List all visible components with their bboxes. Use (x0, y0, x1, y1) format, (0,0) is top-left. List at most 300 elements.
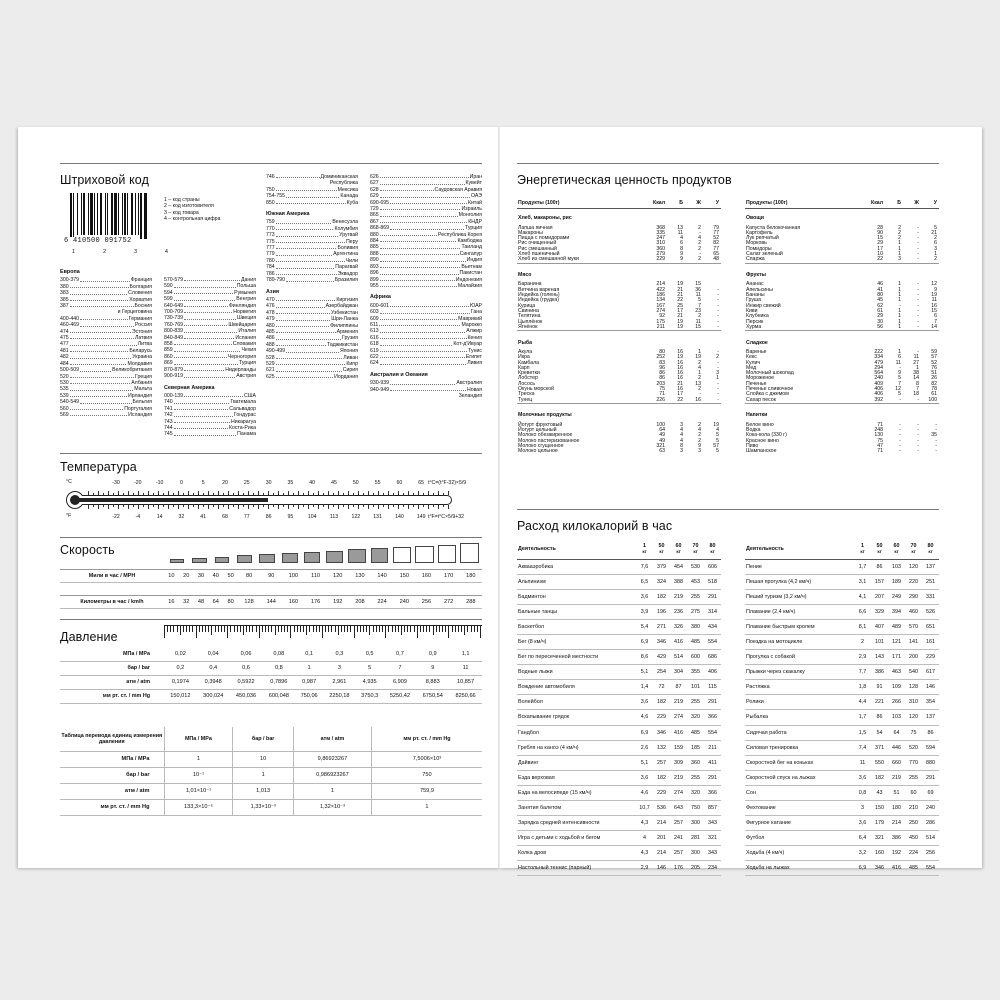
speed-bar (282, 553, 298, 563)
leader-dots (184, 309, 232, 313)
country-code: 779 (266, 251, 275, 258)
pressure-title: Давление (60, 630, 118, 644)
kcal-value: 463 (888, 665, 905, 680)
country-code: 840-849 (164, 334, 184, 341)
kcal-value: 526 (922, 604, 939, 619)
leader-dots (184, 393, 243, 397)
pressure-value: 0,06 (230, 647, 263, 661)
country-code: 470 (266, 296, 275, 303)
leader-dots (70, 348, 129, 352)
kcal-row (517, 816, 721, 831)
activity-name: Скоростной бег на коньках (745, 755, 854, 770)
energy-value: 100 (656, 421, 665, 428)
barcode-image (64, 193, 178, 255)
food-name: Салат зеленый (746, 251, 783, 258)
speed-table (60, 569, 482, 609)
celsius-tick: 40 (309, 480, 316, 486)
energy-value: 1 (898, 245, 901, 252)
kcal-row (517, 650, 721, 665)
conversion-value: 759,9 (371, 783, 482, 799)
food-name: Кекс (746, 354, 757, 361)
country-name: Эквадор (337, 270, 358, 277)
country-name: Швеция (236, 315, 256, 322)
energy-value: 5 (698, 297, 701, 304)
kcal-row (745, 665, 939, 680)
energy-value: - (917, 448, 919, 455)
country-name: Вьетнам (461, 263, 482, 270)
leader-dots (390, 225, 464, 229)
kcal-value: 7,4 (854, 740, 871, 755)
conversion-value: 1,32×10⁻³ (293, 799, 371, 815)
energy-value: 1 (698, 370, 701, 377)
kcal-value: 3,6 (854, 770, 871, 785)
celsius-tick: 30 (265, 480, 272, 486)
energy-category: Фрукты (746, 272, 766, 279)
pressure-row (60, 675, 482, 689)
energy-value: - (899, 448, 901, 455)
country-code: 380 (60, 283, 69, 290)
energy-header: Ккал (867, 200, 885, 209)
kcal-row (745, 740, 939, 755)
leader-dots (380, 174, 469, 178)
kcal-value: 182 (653, 770, 670, 785)
kcal-header (888, 540, 905, 559)
kcal-value: 594 (922, 740, 939, 755)
food-name: Слойка с джемом (746, 391, 789, 398)
country-name: Тунис (468, 347, 482, 354)
kcal-value: 485 (905, 861, 922, 876)
kcal-row (517, 559, 721, 574)
food-name: Свинина (518, 307, 539, 314)
country-code: 899 (370, 276, 379, 283)
energy-value: 30 (877, 318, 883, 325)
kcal-value: 6,6 (854, 604, 871, 619)
energy-value: 3 (716, 370, 719, 377)
energy-value: 2 (934, 256, 937, 263)
energy-value: 71 (877, 421, 883, 428)
energy-value: 1 (898, 348, 901, 355)
kcal-value: 3,1 (854, 574, 871, 589)
country-name: Колумбия (334, 225, 358, 232)
fahrenheit-tick: 113 (329, 514, 339, 520)
kmh-value: 64 (212, 599, 219, 605)
country-name: Камбоджа (457, 238, 482, 245)
activity-name: Вождение автомобиля (517, 680, 636, 695)
country-name: Германия (128, 315, 152, 322)
kcal-header (905, 540, 922, 559)
leader-dots (61, 309, 117, 313)
energy-value: 4 (680, 437, 683, 444)
kcal-row (745, 831, 939, 846)
energy-value: 1 (898, 323, 901, 330)
energy-value: 2 (898, 229, 901, 236)
energy-value: 36 (695, 286, 701, 293)
energy-header: У (921, 200, 939, 209)
kcal-value: 291 (704, 695, 721, 710)
activity-name: Колка дров (517, 846, 636, 861)
energy-value: - (917, 235, 919, 242)
kcal-value: 196 (653, 604, 670, 619)
energy-value: 2 (698, 386, 701, 393)
kcal-value: 3,9 (636, 604, 653, 619)
energy-value: 92 (659, 313, 665, 320)
kcal-value: 120 (905, 559, 922, 574)
country-code: 729 (370, 206, 379, 213)
kcal-value: 274 (670, 785, 687, 800)
kcal-value: 91 (871, 680, 888, 695)
food-name: Индейка (грудка) (518, 297, 560, 304)
kcal-row (745, 574, 939, 589)
kcal-value: 355 (687, 665, 704, 680)
kcal-value: 257 (670, 816, 687, 831)
energy-header: Ж (685, 200, 703, 209)
conversion-row (60, 751, 482, 767)
kcal-value: 326 (670, 619, 687, 634)
energy-value: 16 (677, 370, 683, 377)
kcal-value: 346 (871, 861, 888, 876)
leader-dots (276, 374, 333, 378)
energy-value: 248 (874, 427, 883, 433)
kcal-value: 4,3 (636, 846, 653, 861)
energy-value: 2 (698, 313, 701, 320)
conversion-unit-label: бар / bar (60, 767, 164, 783)
pressure-unit-label: бар / bar (60, 661, 164, 675)
celsius-tick: -10 (155, 480, 164, 486)
energy-value: 5 (898, 375, 901, 382)
kcal-table-left (517, 540, 721, 876)
pressure-value: 0,8 (262, 661, 295, 675)
kcal-value: 314 (704, 604, 721, 619)
kcal-header-number: 1 (643, 543, 646, 550)
energy-value: 27 (913, 359, 919, 366)
fahrenheit-tick: 86 (265, 514, 272, 520)
food-name: Икра (518, 354, 530, 361)
kcal-value: 291 (922, 770, 939, 785)
kcal-row (517, 680, 721, 695)
energy-value: 47 (877, 442, 883, 449)
food-name: Тунец (518, 396, 533, 403)
leader-dots (380, 187, 434, 191)
kcal-header (653, 540, 670, 559)
conversion-header: мм рт. ст. / mm Hg (371, 727, 482, 751)
leader-dots (380, 309, 470, 313)
conversion-row (60, 783, 482, 799)
pressure-value: 3 (323, 661, 356, 675)
country-code: 628 (370, 186, 379, 193)
pressure-value: 5250,42 (384, 689, 417, 703)
energy-value: - (917, 427, 919, 433)
energy-value: 16 (695, 396, 701, 403)
country-code: 786 (266, 270, 275, 277)
kcal-header-unit: кг (642, 549, 647, 555)
kcal-value: 4 (636, 831, 653, 846)
country-code: 599 (164, 296, 173, 303)
country-name: Австрия (236, 373, 256, 380)
country-code: 759 (266, 219, 275, 226)
kcal-value: 221 (871, 695, 888, 710)
energy-value: 130 (874, 432, 883, 439)
europe-heading: Европа (60, 269, 80, 275)
conversion-row (60, 799, 482, 815)
energy-value: 2 (698, 375, 701, 382)
food-name: Карп (518, 364, 530, 371)
kcal-value: 550 (871, 755, 888, 770)
energy-value: 86 (659, 375, 665, 382)
energy-value: 59 (931, 348, 937, 355)
energy-value: 1 (898, 292, 901, 299)
energy-value: 75 (877, 437, 883, 444)
kcal-value: 407 (871, 619, 888, 634)
energy-value: 61 (931, 391, 937, 398)
leader-dots (70, 290, 127, 294)
country-name: Чили (345, 257, 358, 264)
kcal-header-unit: кг (710, 549, 715, 555)
kcal-value: 429 (653, 650, 670, 665)
country-col-1 (60, 269, 152, 418)
kcal-value: 211 (704, 740, 721, 755)
speed-bar (415, 546, 433, 563)
fahrenheit-tick: 68 (222, 514, 228, 520)
kcal-row (745, 770, 939, 785)
country-name: Чехия (241, 347, 256, 354)
kcal-value: 366 (704, 785, 721, 800)
activity-name: Водные лыжи (517, 665, 636, 680)
fahrenheit-tick: 104 (307, 514, 317, 520)
kcal-value: 255 (687, 770, 704, 785)
leader-dots (276, 323, 329, 327)
energy-value: 229 (656, 256, 665, 263)
food-name: Капуста белокочанная (746, 224, 801, 231)
pressure-unit-label: атм / atm (60, 675, 164, 689)
fahrenheit-tick: 77 (243, 514, 250, 520)
country-code: 618 (370, 341, 379, 348)
leader-dots (80, 367, 111, 371)
kcal-value: 229 (922, 650, 939, 665)
energy-value: - (699, 229, 701, 236)
kcal-value: 379 (653, 559, 670, 574)
country-name: Словения (128, 290, 152, 297)
kcal-value: 460 (905, 604, 922, 619)
energy-value: 1 (716, 375, 719, 382)
country-code: 860 (164, 353, 173, 360)
kcal-value: 606 (704, 559, 721, 574)
energy-value: - (935, 437, 937, 444)
kcal-value: 250 (905, 816, 922, 831)
activity-name: Прыжки через скакалку (745, 665, 854, 680)
leader-dots (380, 238, 457, 242)
kcal-header-number: 80 (709, 543, 716, 550)
energy-value: - (717, 348, 719, 355)
country-code: 570-579 (164, 277, 184, 283)
country-name: Япония (339, 348, 358, 355)
conversion-value: 1,013 (233, 783, 294, 799)
kcal-value: 86 (871, 710, 888, 725)
kcal-value: 234 (704, 861, 721, 876)
leader-dots (70, 386, 134, 390)
energy-value: 1 (698, 348, 701, 355)
country-name: Пакистан (459, 270, 482, 277)
speed-bar (348, 549, 365, 563)
energy-value: 65 (713, 251, 719, 258)
kcal-row (745, 604, 939, 619)
speed-bar (460, 543, 479, 563)
leader-dots (380, 257, 466, 261)
kcal-header: Деятельность (745, 540, 854, 559)
food-name: Персик (746, 318, 764, 325)
energy-value: - (917, 432, 919, 439)
leader-dots (70, 374, 134, 378)
leader-dots (286, 348, 339, 352)
energy-value: 1 (898, 313, 901, 320)
leader-dots (276, 245, 337, 249)
leader-dots (276, 251, 332, 255)
kcal-row (517, 861, 721, 876)
pressure-conversion-table (60, 727, 482, 816)
food-name: Креветки (518, 370, 540, 377)
energy-value: 10 (877, 251, 883, 258)
country-code: 624 (370, 360, 379, 367)
leader-dots (70, 329, 131, 333)
leader-dots (380, 212, 458, 216)
activity-name: Плавание (2,4 км/ч) (745, 604, 854, 619)
energy-value: 21 (677, 313, 683, 320)
speed-bar (371, 548, 389, 563)
country-code: 690-695 (370, 199, 390, 206)
pressure-value: 0,08 (262, 647, 295, 661)
leader-dots (380, 360, 467, 364)
kmh-value: 48 (197, 599, 205, 605)
kcal-header-unit: кг (911, 549, 916, 555)
kcal-value: 857 (704, 801, 721, 816)
barcode-legend-item: 3 – код товара (164, 209, 199, 216)
kcal-header-number: 50 (876, 543, 883, 550)
activity-name: Бег (8 км/ч) (517, 634, 636, 649)
energy-value: 1 (934, 251, 937, 258)
country-name: Индонезия (455, 276, 482, 283)
country-code: 539 (60, 392, 69, 399)
energy-value: 17 (677, 391, 683, 398)
energy-value: - (717, 391, 719, 398)
country-name: Болгария (129, 283, 152, 290)
energy-value: 211 (656, 323, 665, 330)
energy-value: 2 (898, 224, 901, 231)
food-name: Мед (746, 364, 757, 371)
leader-dots (174, 406, 229, 410)
country-code: 481 (60, 347, 69, 354)
country-code: 569 (60, 411, 69, 418)
energy-value: 406 (874, 386, 883, 393)
thermometer (60, 477, 482, 531)
kcal-value: 324 (653, 574, 670, 589)
kcal-value: 5,1 (636, 665, 653, 680)
country-name: Китай (467, 199, 482, 206)
country-code: 613 (370, 328, 379, 335)
energy-value: 335 (656, 229, 665, 236)
leader-dots (80, 316, 128, 320)
country-name: Гана (470, 309, 482, 316)
energy-value: 15 (877, 235, 883, 242)
conversion-unit-label: атм / atm (60, 783, 164, 799)
country-name: Маврикий (458, 315, 482, 322)
kcal-header-number: 70 (910, 543, 917, 550)
country-name: Молдавия (127, 360, 152, 367)
kcal-value: 219 (670, 695, 687, 710)
kcal-row (517, 619, 721, 634)
celsius-formula: t°C=(t°F-32)×5/9 (428, 480, 467, 486)
energy-value: 19 (677, 323, 683, 330)
kcal-value: 69 (922, 785, 939, 800)
country-code: 560 (60, 405, 69, 412)
leader-dots (70, 406, 124, 410)
food-name: Киви (746, 307, 758, 314)
country-code: 884 (370, 238, 379, 245)
activity-name: Вскапывание грядок (517, 710, 636, 725)
kcal-value: 770 (905, 755, 922, 770)
country-code: 896 (370, 270, 379, 277)
conversion-value: 1 (371, 799, 482, 815)
pressure-value: 2,961 (323, 675, 356, 689)
pressure-unit-label: МПа / MPa (60, 647, 164, 661)
leader-dots (380, 193, 470, 197)
country-name: Грузия (341, 335, 358, 342)
energy-value: 422 (656, 286, 665, 293)
energy-value: 15 (931, 307, 937, 314)
energy-value: 3 (680, 421, 683, 428)
country-name: Республика (329, 180, 358, 187)
country-code: 746 (266, 174, 275, 180)
leader-dots (276, 271, 337, 275)
kcal-value: 6,9 (636, 634, 653, 649)
celsius-tick: 55 (374, 480, 381, 486)
activity-name: Игра с детьми с ходьбой и бегом (517, 831, 636, 846)
kcal-header (687, 540, 704, 559)
activity-name: Ходьба на лыжах (745, 861, 854, 876)
country-name: Венгрия (236, 296, 256, 303)
country-code: 609 (370, 315, 379, 322)
energy-value: 15 (695, 323, 701, 330)
energy-value: 45 (877, 297, 883, 304)
activity-name: Езда на велосипеде (15 км/ч) (517, 785, 636, 800)
energy-value: 1 (916, 364, 919, 371)
kcal-header (871, 540, 888, 559)
energy-value: 564 (874, 370, 883, 377)
kcal-value: 514 (670, 650, 687, 665)
food-name: Красное вино (746, 437, 779, 444)
leader-dots (380, 180, 465, 184)
food-name: Курица (518, 302, 536, 309)
kcal-value: 115 (704, 680, 721, 695)
conversion-unit-label: МПа / MPa (60, 751, 164, 767)
food-name: Лук репчатый (746, 235, 779, 242)
energy-value: 57 (713, 442, 719, 449)
kcal-row (745, 634, 939, 649)
energy-value: 63 (659, 448, 665, 455)
kcal-row (745, 785, 939, 800)
leader-dots (174, 341, 232, 345)
country-name: Израиль (461, 206, 482, 213)
conversion-value: 1 (293, 783, 371, 799)
celsius-tick: -20 (134, 480, 142, 486)
speed-bar (438, 545, 457, 563)
energy-value: 19 (677, 281, 683, 288)
leader-dots (174, 354, 227, 358)
kmh-value: 288 (466, 599, 476, 605)
country-name: Украина (132, 354, 152, 361)
kcal-row (517, 665, 721, 680)
country-name: Таиланд (461, 244, 482, 251)
energy-value: 2 (698, 240, 701, 247)
activity-name: Бег по пересеченной местности (517, 650, 636, 665)
